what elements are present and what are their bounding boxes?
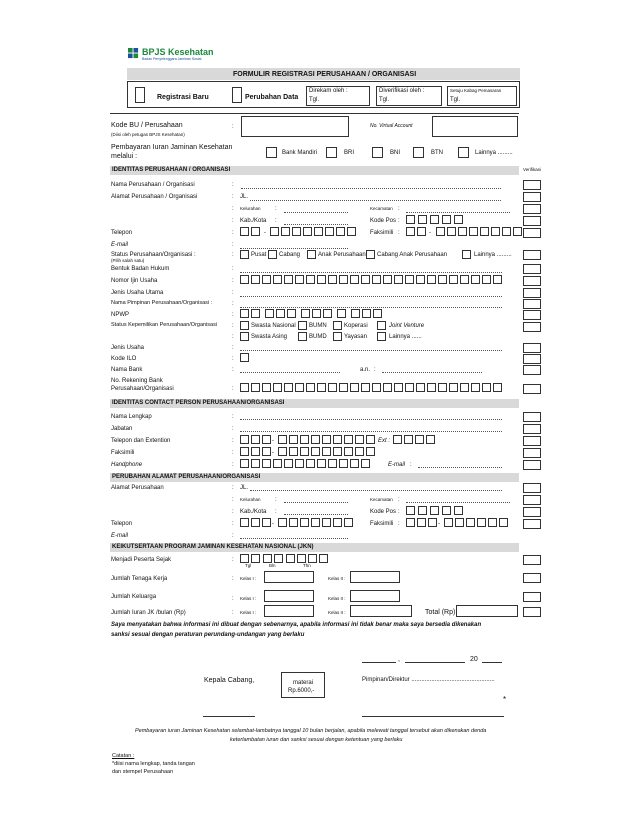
npwp-cells-1[interactable] [240, 309, 262, 318]
status-cabang-anak-checkbox[interactable] [366, 250, 375, 259]
npwp-label: NPWP [111, 312, 129, 318]
date-year: 20 [470, 656, 478, 663]
tel2-area-cells[interactable] [240, 518, 273, 527]
faks2-cells[interactable] [444, 518, 510, 527]
handphone-label: Handphone [111, 462, 143, 468]
colon: : [232, 218, 234, 224]
bank-btn-checkbox[interactable] [413, 147, 424, 158]
nama-lengkap-input[interactable] [240, 419, 502, 420]
colon: : [232, 301, 234, 307]
pimpinan-label: Nama Pimpinan Perusahaan/Organisasi : [111, 300, 213, 306]
dash: - [272, 521, 274, 527]
nama-perusahaan-input[interactable] [241, 188, 501, 189]
dash: - [438, 521, 440, 527]
pimpinan-input[interactable] [240, 307, 502, 308]
colon: : [398, 206, 400, 212]
colon: : [398, 230, 400, 236]
kabkota2-label: Kab./Kota [240, 509, 267, 515]
kep-lainnya-checkbox[interactable] [377, 332, 386, 341]
colon: : [232, 509, 234, 515]
verif-box[interactable] [523, 276, 541, 286]
colon: : [232, 242, 234, 248]
iuran-kelas1-input[interactable] [264, 605, 314, 617]
colon: : [410, 462, 412, 468]
alamat-perusahaan2-label: Alamat Perusahaan [111, 485, 164, 491]
colon: : [232, 252, 234, 258]
status-pusat-checkbox[interactable] [240, 250, 249, 259]
signature-star: * [503, 695, 507, 704]
kodepos-cells[interactable] [406, 215, 466, 224]
dash: - [429, 230, 431, 236]
bentuk-input[interactable] [240, 272, 502, 273]
reg-baru-checkbox[interactable] [135, 87, 145, 103]
telepon-ext-label: Telepon dan Extention [111, 438, 171, 444]
colon: : [232, 450, 234, 456]
faks2-area-cells[interactable] [406, 518, 439, 527]
verif-box[interactable] [523, 607, 541, 617]
logo-brand: BPJS Kesehatan [142, 47, 214, 57]
alamat-input[interactable] [250, 200, 501, 201]
bank-bri-checkbox[interactable] [326, 147, 337, 158]
colon: : [398, 509, 400, 515]
tgl-label: Tgl [245, 563, 252, 568]
year-line[interactable] [482, 662, 502, 663]
kecamatan2-input[interactable] [406, 502, 510, 503]
status-note: (Pilih salah satu) [111, 258, 145, 263]
direkam-tgl: Tgl. [309, 97, 320, 103]
email2-label: E-mail [111, 533, 129, 539]
date-line[interactable] [405, 662, 465, 663]
colon: : [232, 485, 234, 491]
bank-mandiri-checkbox[interactable] [266, 147, 277, 158]
colon: : [232, 438, 234, 444]
verif-box[interactable] [523, 299, 541, 309]
verif-box[interactable] [523, 384, 541, 394]
cp-faksimili-label: Faksimili [111, 450, 135, 456]
footer-note-line2: keterlambatan iuran dan sanksi sesuai dengan ketentuan yang berlaku [230, 737, 403, 743]
cp-faks-area-cells[interactable] [240, 447, 273, 456]
verif-box[interactable] [523, 573, 541, 583]
kode-bu-colon: : [232, 124, 234, 130]
kep-jv-label: Joint Venture [389, 323, 425, 329]
cp-tel-area-cells[interactable] [240, 435, 273, 444]
colon: : [275, 218, 277, 224]
cp-email-label: E-mail [388, 462, 406, 468]
an-label: a.n. [360, 367, 371, 373]
kodepos-label: Kode Pos [370, 218, 397, 224]
catatan-line2: dan stempel Perusahaan [112, 769, 174, 775]
kode-bu-border [110, 113, 519, 114]
rekening-cells[interactable] [240, 383, 504, 392]
total-label: Total (Rp) [425, 609, 456, 616]
bank-mandiri-label: Bank Mandiri [282, 150, 318, 156]
kecamatan-input[interactable] [406, 212, 510, 213]
kel-kelas2-label: Kelas II : [328, 596, 346, 601]
iuran-kelas1-label: Kelas I : [240, 610, 257, 615]
kodepos2-cells[interactable] [406, 506, 466, 515]
status-cabang-label: Cabang [279, 252, 301, 258]
verif-box[interactable] [523, 519, 541, 529]
setuju-tgl: Tgl. [450, 97, 461, 103]
kep-bumn-checkbox[interactable] [298, 321, 307, 330]
iuran-kelas2-label: Kelas II : [328, 610, 346, 615]
kode-bu-label: Kode BU / Perusahaan [111, 122, 183, 129]
verif-box[interactable] [523, 365, 541, 375]
telepon2-label: Telepon [111, 521, 133, 527]
jl-label: JL. [240, 194, 249, 200]
jenis-usaha-input[interactable] [240, 350, 502, 351]
section-perubahan-alamat: PERUBAHAN ALAMAT PERUSAHAAN/ORGANISASI [110, 473, 519, 482]
kelurahan-label: Kelurahan [240, 206, 261, 211]
bpjs-logo-icon [128, 48, 139, 59]
faksimili-label: Faksimili [370, 230, 394, 236]
dash: - [272, 450, 274, 456]
jenis-usaha-label: Jenis Usaha [111, 345, 145, 351]
ext-label: Ext : [378, 438, 391, 444]
kodepos2-label: Kode Pos [370, 509, 397, 515]
verif-box[interactable] [523, 507, 541, 517]
telepon-label: Telepon [111, 230, 133, 236]
email-label: E-mail [111, 242, 129, 248]
total-input[interactable] [456, 605, 518, 617]
kode-bu-note: (Diisi oleh petugas BPJS Kesehatan) [111, 132, 185, 137]
section-identitas: IDENTITAS PERUSAHAAN / ORGANISASI [110, 166, 519, 175]
jl-label: JL. [240, 485, 249, 491]
kepala-signature-line[interactable] [203, 716, 255, 717]
pimpinan-signature-label: Pimpinan/Direktur .................................................. [362, 677, 495, 683]
verif-box[interactable] [523, 288, 541, 298]
pembayaran-line1: Pembayaran Iuran Jaminan Kesehatan [111, 144, 233, 151]
verif-box[interactable] [523, 592, 541, 602]
declaration-line2: sanksi sesuai dengan peraturan perundang-undangan yang berlaku [111, 632, 305, 638]
kelurahan2-input[interactable] [284, 502, 348, 503]
kep-swasta-nasional-label: Swasta Nasional [251, 323, 296, 329]
status-lainnya-checkbox[interactable] [462, 250, 471, 259]
section-keikutsertaan: KEIKUTSERTAAN PROGRAM JAMINAN KESEHATAN NASIONAL (JKN) [110, 543, 519, 552]
verif-box[interactable] [523, 204, 541, 214]
izin-cells[interactable] [240, 275, 504, 284]
colon: : [232, 312, 234, 318]
verif-box[interactable] [523, 343, 541, 353]
bank-bri-label: BRI [344, 150, 355, 156]
pembayaran-line2: melalui : [111, 153, 138, 160]
bank-bni-label: BNI [390, 150, 401, 156]
verif-box[interactable] [523, 192, 541, 202]
colon: : [232, 610, 234, 616]
nama-bank-label: Nama Bank [111, 367, 143, 373]
telepon-area-cells[interactable] [240, 227, 262, 236]
bank-bni-checkbox[interactable] [372, 147, 383, 158]
thn-cells[interactable] [286, 554, 330, 563]
colon: : [232, 426, 234, 432]
verif-box[interactable] [523, 322, 541, 332]
status-cabang-anak-label: Cabang Anak Perusahaan [377, 252, 448, 258]
tel2-cells[interactable] [278, 518, 355, 527]
verif-box[interactable] [523, 354, 541, 364]
pimpinan-signature-line[interactable] [362, 716, 504, 717]
kep-bumd-label: BUMD [309, 334, 327, 340]
iuran-kelas2-input[interactable] [350, 605, 412, 617]
tk-kelas2-label: Kelas II : [328, 576, 346, 581]
faks2-label: Faksimili [370, 521, 394, 527]
alamat-label: Alamat Perusahaan / Organisasi [111, 194, 198, 200]
declaration-line1: Saya menyatakan bahwa informasi ini dibuat dengan sebenarnya, apabila informasi ini tidak benar maka saya bersedia dikenakan [111, 622, 482, 628]
direkam-label: Direkam oleh : [309, 88, 348, 94]
verif-box[interactable] [523, 250, 541, 260]
bln-cells[interactable] [263, 554, 285, 563]
kabkota2-input[interactable] [284, 514, 348, 515]
kep-yayasan-label: Yayasan [344, 334, 367, 340]
kep-yayasan-checkbox[interactable] [333, 332, 342, 341]
npwp-cells-5[interactable] [351, 309, 384, 318]
keluarga-label: Jumlah Keluarga [111, 594, 157, 600]
kelurahan-input[interactable] [284, 212, 348, 213]
catatan-line1: *diisi nama lengkap, tanda tangan [112, 761, 195, 767]
no-va-label: No. Virtual Account [370, 123, 413, 129]
handphone-cells[interactable] [240, 459, 372, 468]
colon: : [232, 576, 234, 582]
status-label: Status Perusahaan/Organisasi : [111, 252, 196, 258]
colon: : [232, 557, 234, 563]
telepon-cells[interactable] [270, 227, 358, 236]
tk-kelas2-input[interactable] [350, 571, 400, 583]
tgl-cells[interactable] [240, 554, 262, 563]
kepala-cabang-label: Kepala Cabang, [204, 677, 255, 684]
jenis-utama-input[interactable] [240, 296, 502, 297]
verif-box[interactable] [523, 424, 541, 434]
izin-label: Nomor Ijin Usaha [111, 278, 158, 284]
faks-area-cells[interactable] [406, 227, 428, 236]
npwp-cells-3[interactable] [301, 309, 334, 318]
date-comma: , [398, 656, 400, 663]
materai-value: Rp.6000,- [288, 688, 315, 694]
kep-swasta-asing-label: Swasta Asing [251, 334, 288, 340]
kep-swasta-asing-checkbox[interactable] [240, 332, 249, 341]
ext-cells[interactable] [393, 435, 437, 444]
bank-btn-label: BTN [431, 150, 443, 156]
materai-label: materai [293, 680, 314, 686]
thn-label: Thn [303, 563, 311, 568]
colon: : [232, 414, 234, 420]
kep-bumn-label: BUMN [309, 323, 327, 329]
verif-box[interactable] [523, 460, 541, 470]
perubahan-checkbox[interactable] [232, 87, 242, 103]
section-contact: IDENTITAS CONTACT PERSON PERUSAHAAN/ORGANISASI [110, 399, 519, 408]
status-cabang-checkbox[interactable] [268, 250, 277, 259]
colon: : [232, 521, 234, 527]
npwp-cells-2[interactable] [265, 309, 298, 318]
cp-tel-cells[interactable] [278, 435, 377, 444]
kecamatan2-label: Kecamatan [370, 497, 393, 502]
dash: - [272, 438, 274, 444]
colon: : [398, 218, 400, 224]
status-anak-checkbox[interactable] [307, 250, 316, 259]
jabatan-label: Jabatan [111, 426, 133, 432]
colon: : [232, 334, 234, 340]
verif-box[interactable] [523, 436, 541, 446]
verif-box[interactable] [523, 228, 541, 238]
npwp-cells-4[interactable] [337, 309, 348, 318]
colon: : [232, 230, 234, 236]
colon: : [232, 345, 234, 351]
colon: : [232, 266, 234, 272]
colon: : [232, 462, 234, 468]
colon: : [232, 356, 234, 362]
logo-tagline: Badan Penyelenggara Jaminan Sosial [142, 57, 202, 61]
colon: : [232, 278, 234, 284]
kep-koperasi-label: Koperasi [344, 323, 368, 329]
colon: : [232, 533, 234, 539]
colon: : [398, 497, 400, 503]
colon: : [232, 497, 234, 503]
verif-box[interactable] [523, 216, 541, 226]
reg-baru-label: Registrasi Baru [157, 94, 209, 101]
verif-box[interactable] [523, 448, 541, 458]
diverifikasi-label: Diverifikasi oleh : [379, 88, 425, 94]
kode-ilo-cells[interactable] [240, 353, 252, 362]
tenaga-kerja-label: Jumlah Tenaga Kerja [111, 576, 168, 582]
jenis-utama-label: Jenis Usaha Utama [111, 290, 164, 296]
kel-kelas1-input[interactable] [264, 590, 314, 602]
an-input[interactable] [382, 372, 482, 373]
diverifikasi-tgl: Tgl. [379, 97, 390, 103]
kabkota-input[interactable] [284, 224, 348, 225]
dash: - [264, 230, 266, 236]
verif-box[interactable] [523, 495, 541, 505]
colon: : [275, 497, 277, 503]
status-lainnya-label: Lainnya ......... [474, 252, 512, 258]
colon: : [275, 206, 277, 212]
verif-box[interactable] [523, 180, 541, 190]
kecamatan-label: Kecamatan [370, 206, 393, 211]
bank-lainnya-checkbox[interactable] [458, 147, 469, 158]
alamat-baru-input[interactable] [250, 490, 502, 491]
catatan-title: Catatan : [112, 753, 135, 759]
setuju-label: Setuju Kabag Pemasaran [450, 88, 502, 93]
verif-box[interactable] [523, 483, 541, 493]
nama-lengkap-label: Nama Lengkap [111, 414, 152, 420]
faks-cells[interactable] [436, 227, 524, 236]
kode-ilo-label: Kode ILO [111, 356, 137, 362]
cp-email-input[interactable] [418, 467, 502, 468]
colon: : [398, 521, 400, 527]
tk-kelas1-label: Kelas I : [240, 576, 257, 581]
verif-box[interactable] [523, 310, 541, 320]
bln-label: Bln [269, 563, 276, 568]
colon: : [232, 596, 234, 602]
kelurahan2-label: Kelurahan [240, 497, 261, 502]
kep-swasta-nasional-checkbox[interactable] [240, 321, 249, 330]
verif-box[interactable] [523, 264, 541, 274]
kepemilikan-label: Status Kepemilikan Perusahaan/Organisasi [111, 322, 218, 328]
no-va-input[interactable] [432, 116, 518, 137]
perubahan-label: Perubahan Data [245, 94, 299, 101]
colon: : [232, 206, 234, 212]
bank-lainnya-label: Lainnya ......... [475, 150, 513, 156]
rekening-label-2: Perusahaan/Organisasi [111, 386, 174, 392]
kel-kelas2-input[interactable] [350, 590, 400, 602]
footer-note-line1: Pembayaran iuran Jaminan Kesehatan selambat-lambatnya tanggal 10 bulan berjalan, apabila melewati tanggal tersebut akan dikenakan denda [135, 728, 487, 734]
kep-jv-checkbox[interactable] [377, 321, 386, 330]
colon: : [232, 182, 234, 188]
colon: : [232, 194, 234, 200]
nama-bank-input[interactable] [240, 372, 340, 373]
colon: : [232, 323, 234, 329]
nama-perusahaan-label: Nama Perusahaan / Organisasi [111, 182, 195, 188]
status-pusat-label: Pusat [251, 252, 267, 258]
verifikasi-label: Verifikasi [523, 167, 542, 172]
kabkota-label: Kab./Kota [240, 218, 267, 224]
colon: : [232, 290, 234, 296]
kep-bumd-checkbox[interactable] [298, 332, 307, 341]
tk-kelas1-input[interactable] [264, 571, 314, 583]
jabatan-input[interactable] [240, 431, 502, 432]
colon: : [232, 386, 234, 392]
peserta-sejak-label: Menjadi Peserta Sejak [111, 557, 172, 563]
kode-bu-input[interactable] [241, 116, 349, 137]
cp-faks-cells[interactable] [278, 447, 377, 456]
colon: : [374, 367, 376, 373]
colon: : [275, 509, 277, 515]
bentuk-label: Bentuk Badan Hukum [111, 266, 170, 272]
form-title: FORMULIR REGISTRASI PERUSAHAAN / ORGANISASI [233, 71, 417, 78]
verif-box[interactable] [523, 555, 541, 565]
iuran-label: Jumlah Iuran JK /bulan (Rp) [111, 610, 186, 616]
rekening-label-1: No. Rekening Bank [111, 378, 163, 384]
email-input[interactable] [240, 248, 348, 249]
status-anak-label: Anak Perusahaan [318, 252, 366, 258]
place-line[interactable] [362, 662, 396, 663]
verif-box[interactable] [523, 412, 541, 422]
colon: : [232, 367, 234, 373]
kep-lainnya-label: Lainnya ...... [389, 334, 422, 340]
email2-input[interactable] [240, 538, 348, 539]
kel-kelas1-label: Kelas I : [240, 596, 257, 601]
kep-koperasi-checkbox[interactable] [333, 321, 342, 330]
